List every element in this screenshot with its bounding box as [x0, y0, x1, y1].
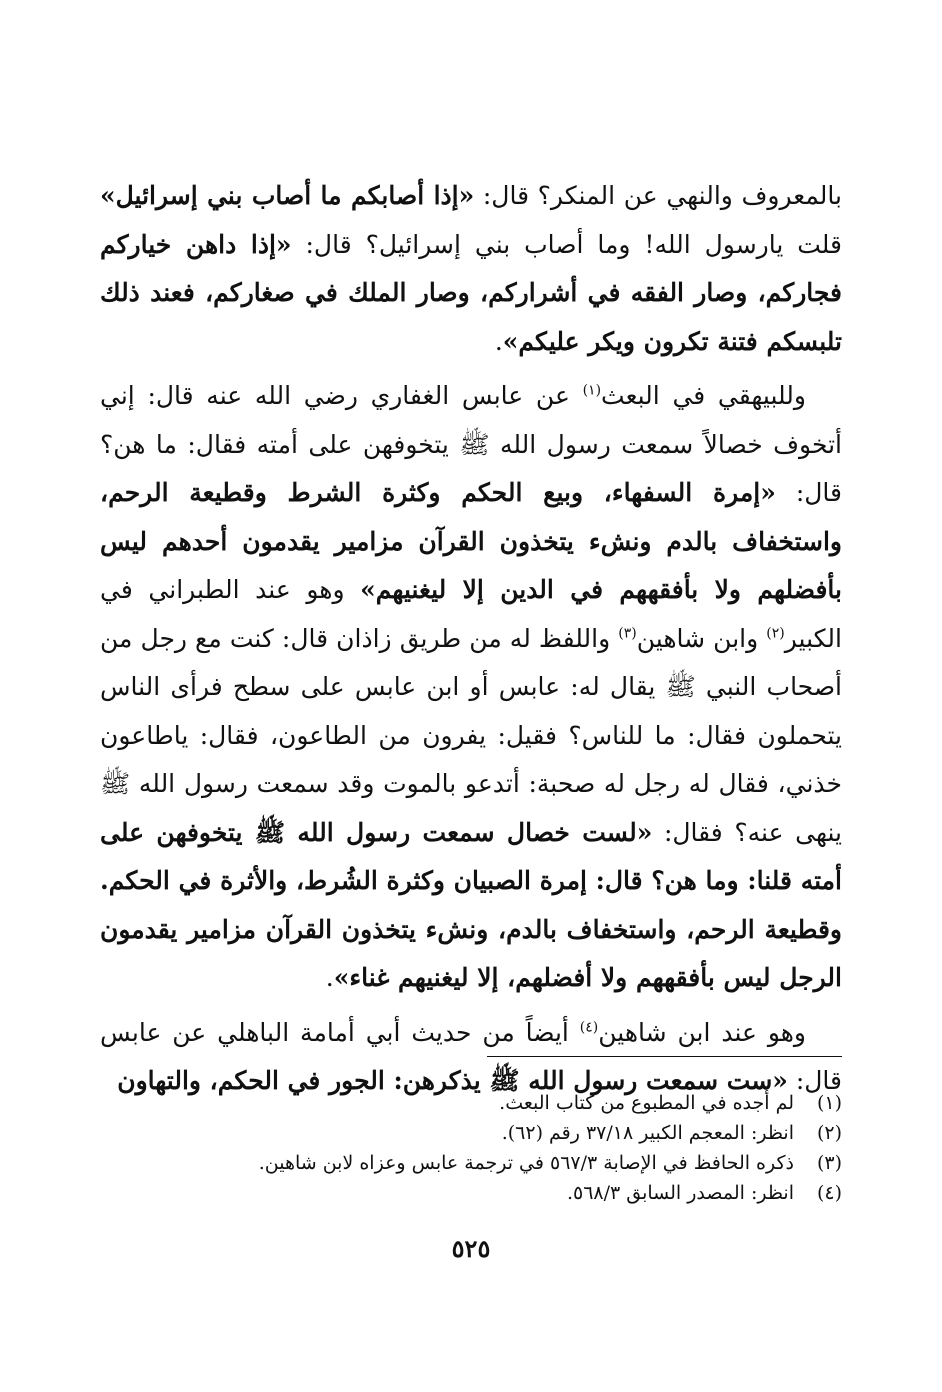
seg: «لست خصال سمعت رسول الله ﷺ يتخوفهن على أمته قلنا: وما هن؟ قال: إمرة الصبيان وكثرة الشُرط، والأثرة في الحكم. وقطيعة الرحم، واستخفاف بالدم، ونشء يتخذون القرآن مزامير يقدمون الرجل ليس بأفقههم ولا أفضلهم، إلا ليغنيهم غناء» — [100, 817, 842, 992]
paragraph-2 — [100, 372, 842, 1003]
footnote-text: انظر: المعجم الكبير ٣٧/١٨ رقم (٦٢). — [501, 1122, 794, 1144]
footnote-item — [100, 1118, 842, 1148]
footnote-item — [100, 1148, 842, 1178]
seg: . — [494, 326, 503, 356]
main-text — [100, 172, 842, 1106]
seg: وابن شاهين — [636, 623, 767, 653]
paragraph-1 — [100, 172, 842, 366]
footnote-ref-3[interactable]: (٣) — [618, 625, 637, 642]
footnote-ref-4[interactable]: (٤) — [579, 1019, 599, 1036]
footnote-ref-2[interactable]: (٢) — [766, 625, 785, 642]
footnote-number: (٢) — [816, 1122, 842, 1144]
footnote-text: ذكره الحافظ في الإصابة ٥٦٧/٣ في ترجمة عابس وعزاه لابن شاهين. — [258, 1152, 794, 1174]
seg: «إمرة السفهاء، وبيع الحكم وكثرة الشرط وقطيعة الرحم، واستخفاف بالدم ونشء يتخذون القرآن مزامير يقدمون أحدهم ليس بأفضلهم ولا بأفقههم في الدين إلا ليغنيهم» — [100, 478, 842, 604]
page-number: ٥٢٥ — [451, 1234, 491, 1263]
seg: وللبيهقي في البعث — [601, 381, 806, 410]
seg: وهو عند الطبراني في الكبير — [100, 575, 842, 653]
footnote-item — [100, 1088, 842, 1118]
seg: واللفظ له من طريق زاذان قال: كنت مع رجل من أصحاب النبي ﷺ يقال له: عابس أو ابن عابس على سطح فرأى الناس يتحملون فقال: ما للناس؟ فقيل: يفرون من الطاعون، فقال: ياطاعون خذني، فقال له رجل له صحبة: أتدعو بالموت وقد سمعت رسول الله ﷺ ينهى عنه؟ فقال: — [100, 623, 843, 847]
footnote-number: (٤) — [816, 1182, 842, 1204]
footnote-number: (١) — [816, 1092, 842, 1114]
footnotes — [100, 1088, 842, 1208]
seg: عن عابس الغفاري رضي الله عنه قال: إني أتخوف خصالاً سمعت رسول الله ﷺ يتخوفهن على أمته فقال: ما هن؟ قال: — [100, 381, 842, 507]
seg: «إذا أصابكم ما أصاب بني إسرائيل» — [100, 181, 475, 210]
footnote-item — [100, 1178, 842, 1208]
seg: قلت يارسول الله! وما أصاب بني إسرائيل؟ قال: — [291, 229, 843, 259]
footnote-separator — [487, 1056, 842, 1057]
seg: أيضاً من حديث أبي أمامة الباهلي عن عابس قال: — [100, 1017, 842, 1095]
seg: وهو عند ابن شاهين — [598, 1017, 806, 1047]
seg: . — [325, 963, 334, 992]
seg: بالمعروف والنهي عن المنكر؟ قال: — [474, 181, 842, 210]
footnote-ref-1[interactable]: (١) — [582, 382, 602, 399]
footnote-text: انظر: المصدر السابق ٥٦٨/٣. — [566, 1182, 794, 1204]
seg: «ست سمعت رسول الله ﷺ يذكرهن: الجور في الحكم، والتهاون — [117, 1066, 788, 1095]
seg: «إذا داهن خياركم فجاركم، وصار الفقه في أشراركم، وصار الملك في صغاركم، فعند ذلك تلبسكم فتنة تكرون ويكر عليكم» — [100, 229, 842, 356]
footnote-text: لم أجده في المطبوع من كتاب البعث. — [499, 1092, 794, 1114]
footnote-number: (٣) — [816, 1152, 842, 1174]
